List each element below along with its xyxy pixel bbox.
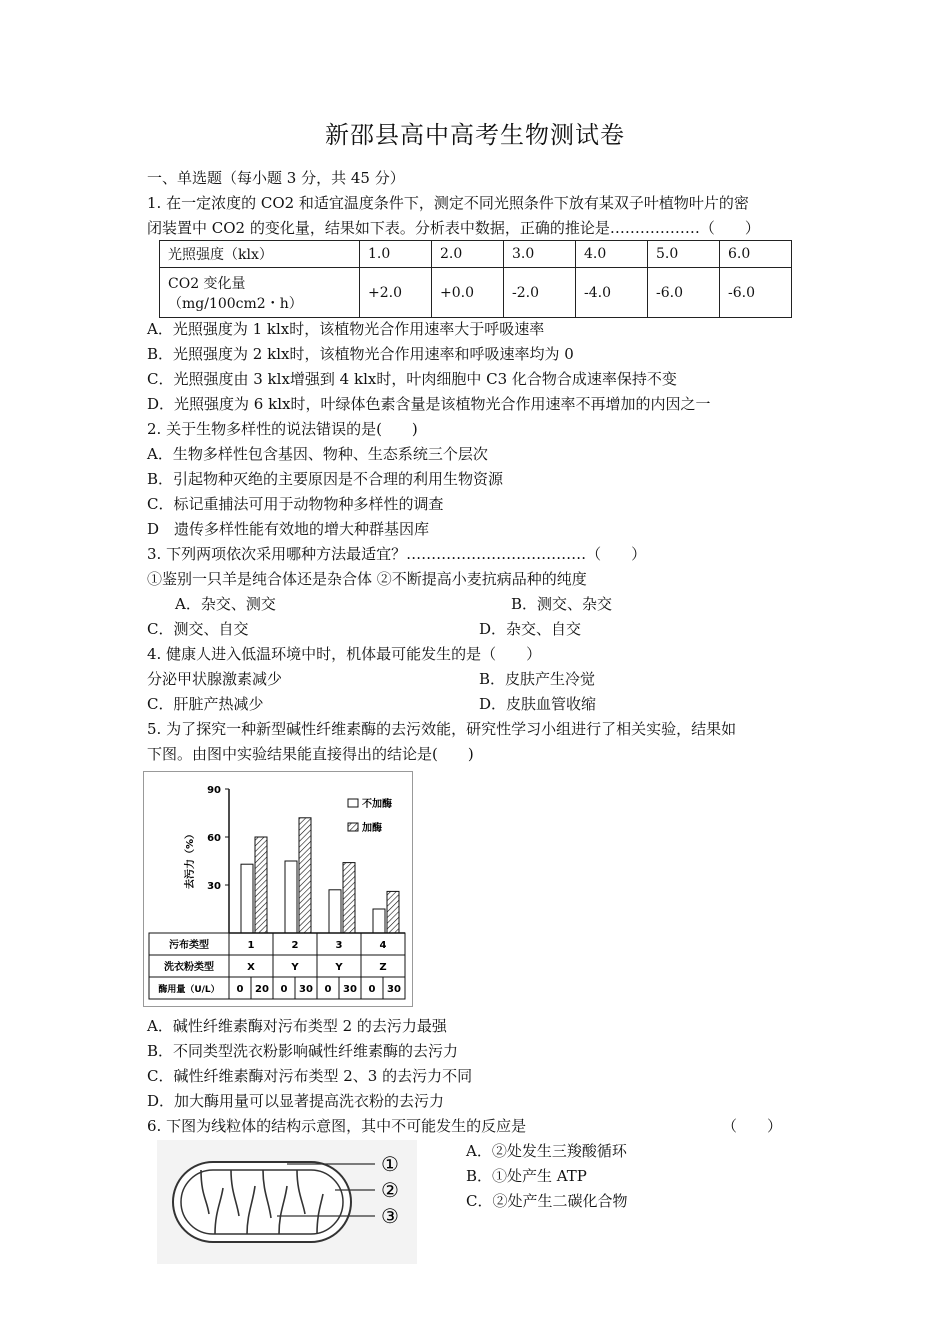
q6-option-b: B．①处产生 ATP [466,1167,587,1185]
bar-no-enzyme [285,861,297,933]
table-cell: 3.0 [504,241,576,268]
q5-option-d: D．加大酶用量可以显著提高洗衣粉的去污力 [147,1092,445,1110]
q4-option-b: B．皮肤产生冷觉 [479,670,596,688]
table-cell: 光照强度（klx） [160,241,360,268]
table-cell-value: 1 [247,940,255,951]
table-cell-value: 0 [324,984,332,995]
y-tick-label: 60 [207,833,221,844]
table-cell-value: 30 [299,984,313,995]
label-1: ① [381,1152,399,1176]
table-cell: -6.0 [720,268,792,318]
table-cell: -4.0 [576,268,648,318]
table-cell-value: 30 [387,984,401,995]
detergent-chart [143,771,413,1007]
q3-option-b: B．测交、杂交 [511,595,613,613]
table-cell: +0.0 [432,268,504,318]
q1-option-b: B．光照强度为 2 klx时，该植物光合作用速率和呼吸速率均为 0 [147,345,574,363]
q3-sub: ①鉴别一只羊是纯合体还是杂合体 ②不断提高小麦抗病品种的纯度 [147,570,587,588]
table-row-label: 污布类型 [169,940,209,951]
table-row-label: 洗衣粉类型 [164,962,214,973]
table-cell: 6.0 [720,241,792,268]
bar-no-enzyme [241,864,253,933]
table-cell-value: 20 [255,984,269,995]
q1-option-a: A．光照强度为 1 klx时，该植物光合作用速率大于呼吸速率 [147,320,545,338]
q1-stem-line1: 1. 在一定浓度的 CO2 和适宜温度条件下，测定不同光照条件下放有某双子叶植物叶片的密 [147,194,749,212]
table-cell-value: Y [335,962,343,973]
table-cell-value: 2 [291,940,299,951]
q2-stem: 2. 关于生物多样性的说法错误的是( ) [147,420,418,438]
table-cell-value: 0 [368,984,376,995]
legend-swatch-no-enzyme [348,799,358,807]
bar-enzyme [387,891,399,933]
table-cell: +2.0 [360,268,432,318]
q5-stem-line2: 下图。由图中实验结果能直接得出的结论是( ) [147,745,474,763]
table-cell-value: 3 [335,940,343,951]
table-cell: -2.0 [504,268,576,318]
label-3: ③ [381,1204,399,1228]
bar-no-enzyme [329,890,341,933]
q3-stem: 3. 下列两项依次采用哪种方法最适宜？………………………………（ ） [147,545,647,563]
q4-stem: 4. 健康人进入低温环境中时，机体最可能发生的是（ ） [147,645,542,663]
bar-enzyme [299,818,311,933]
table-cell: 4.0 [576,241,648,268]
table-cell: 5.0 [648,241,720,268]
bar-no-enzyme [373,909,385,933]
q3-option-c: C．测交、自交 [147,620,249,638]
mitochondria-diagram [157,1140,417,1264]
q4-option-c: C．肝脏产热减少 [147,695,264,713]
page-title: 新邵县高中高考生物测试卷 [325,121,625,149]
table-cell: 1.0 [360,241,432,268]
table-cell-value: X [247,962,255,973]
y-axis-label: 去污力（%） [185,828,196,890]
q3-option-d: D．杂交、自交 [479,620,582,638]
q2-option-a: A．生物多样性包含基因、物种、生态系统三个层次 [147,445,488,463]
q5-option-b: B．不同类型洗衣粉影响碱性纤维素酶的去污力 [147,1042,459,1060]
table-cell-value: 0 [280,984,288,995]
q3-option-a: A．杂交、测交 [175,595,276,613]
table-cell: 2.0 [432,241,504,268]
table-cell-line: （mg/100cm2・h） [168,295,303,312]
table-row-label: 酶用量（U/L） [158,985,220,995]
legend-label: 加酶 [362,823,382,834]
table-cell-value: Z [379,962,387,973]
q6-option-a: A．②处发生三羧酸循环 [466,1142,627,1160]
section-heading: 一、单选题（每小题 3 分，共 45 分） [147,169,405,187]
table-cell-value: 30 [343,984,357,995]
legend-label: 不加酶 [362,799,392,810]
y-tick-label: 30 [207,881,221,892]
table-cell: -6.0 [648,268,720,318]
q1-data-table [159,240,792,318]
table-row [160,241,792,268]
q2-option-c: C．标记重捕法可用于动物物种多样性的调查 [147,495,444,513]
bar-enzyme [343,863,355,933]
q5-stem-line1: 5. 为了探究一种新型碱性纤维素酶的去污效能，研究性学习小组进行了相关实验，结果如 [147,720,737,738]
table-cell-value: Y [291,962,299,973]
y-tick-label: 90 [207,785,221,796]
q1-option-c: C．光照强度由 3 klx增强到 4 klx时，叶肉细胞中 C3 化合物合成速率保持不变 [147,370,677,388]
q2-option-d: D 遗传多样性能有效地的增大种群基因库 [147,520,430,538]
table-cell-value: 0 [236,984,244,995]
table-cell-value: 4 [379,940,387,951]
table-cell-line: CO2 变化量 [168,275,246,292]
q6-option-c: C．②处产生二碳化合物 [466,1192,628,1210]
q2-option-b: B．引起物种灭绝的主要原因是不合理的利用生物资源 [147,470,504,488]
q4-option-a: 分泌甲状腺激素减少 [147,670,283,688]
q1-option-d: D．光照强度为 6 klx时，叶绿体色素含量是该植物光合作用速率不再增加的内因之一 [147,395,711,413]
outer-membrane [173,1162,351,1242]
table-cell [160,268,360,318]
legend-swatch-enzyme [348,823,358,831]
label-2: ② [381,1178,399,1202]
q6-answer-paren: （ ） [722,1117,783,1135]
bar-enzyme [255,837,267,933]
q4-option-d: D．皮肤血管收缩 [479,695,597,713]
q5-option-c: C．碱性纤维素酶对污布类型 2、3 的去污力不同 [147,1067,473,1085]
q5-option-a: A．碱性纤维素酶对污布类型 2 的去污力最强 [147,1017,447,1035]
q6-stem: 6. 下图为线粒体的结构示意图，其中不可能发生的反应是 [147,1117,527,1135]
q1-stem-line2: 闭装置中 CO2 的变化量，结果如下表。分析表中数据，正确的推论是………………（ ） [147,219,760,237]
table-row [160,268,792,318]
